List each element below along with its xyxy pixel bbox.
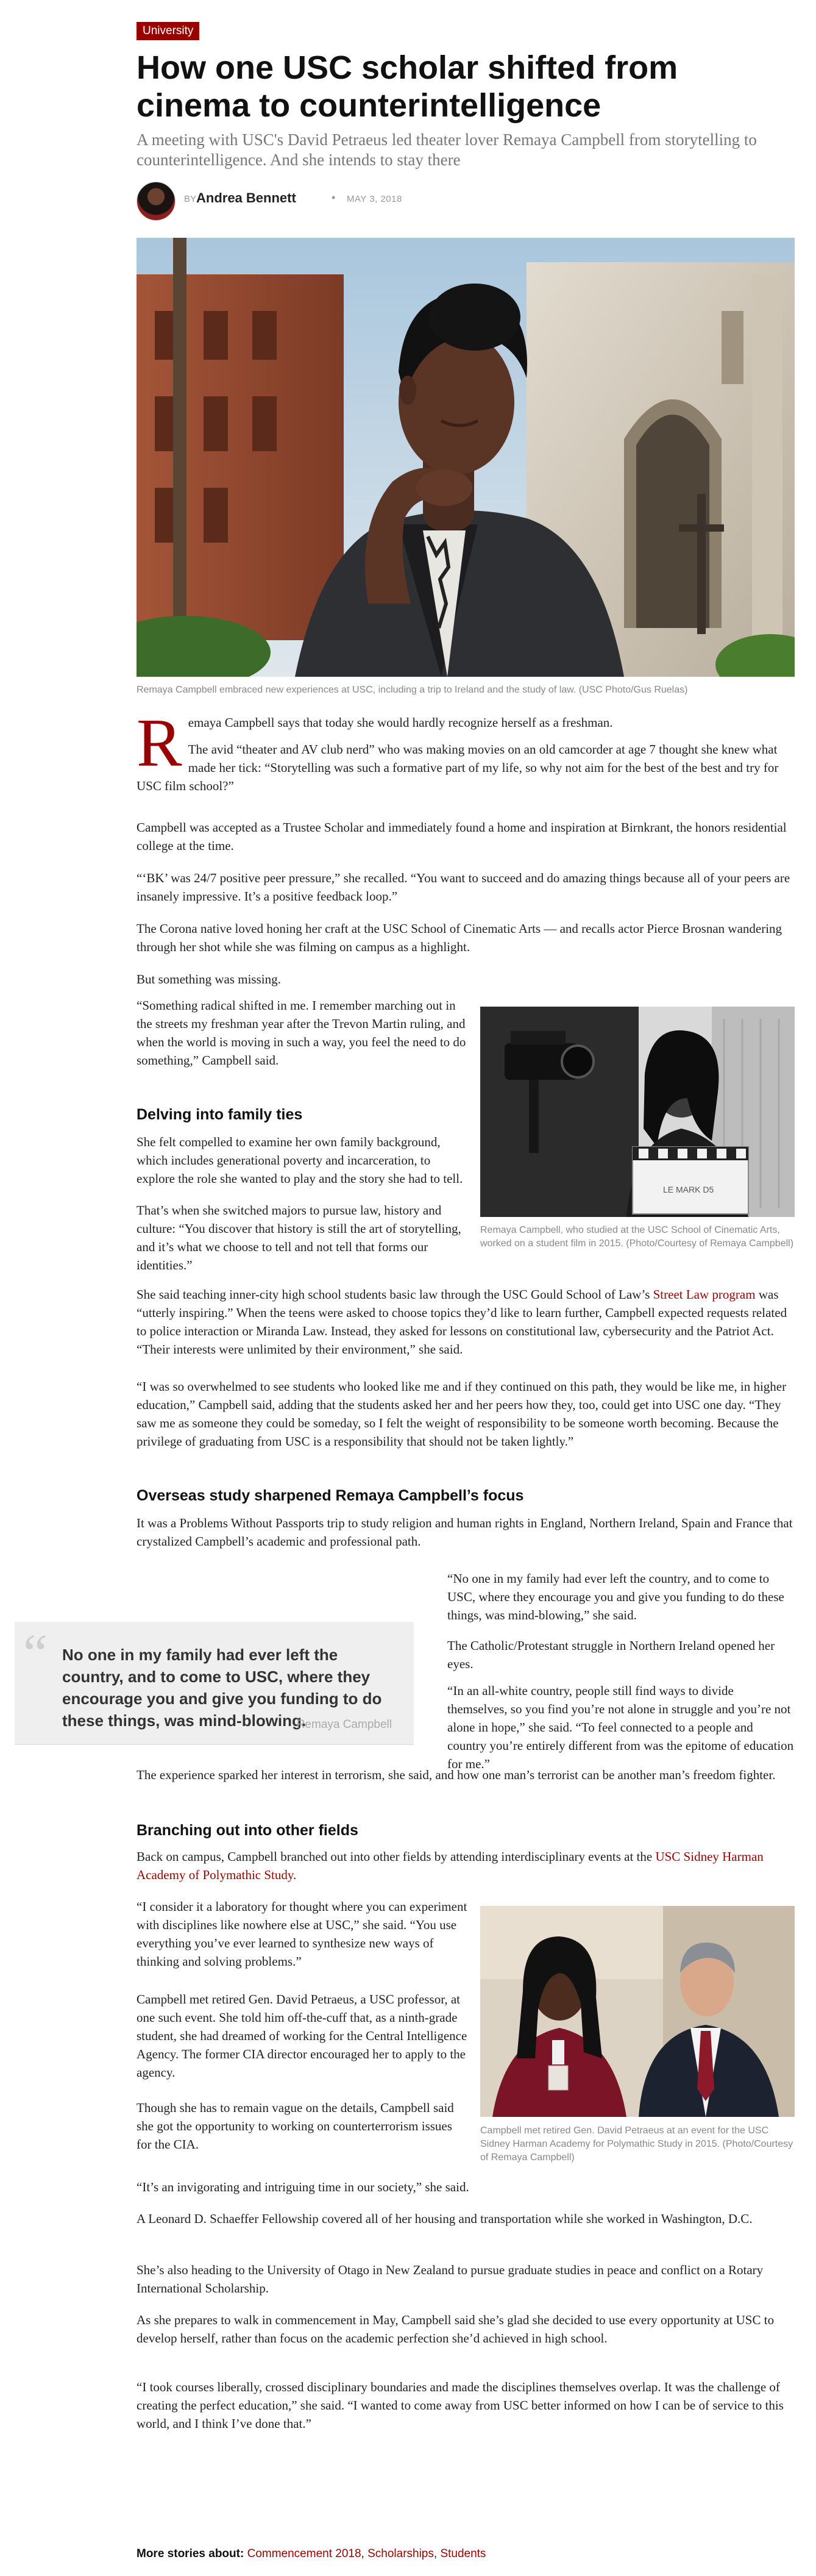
student-film-caption: Remaya Campbell, who studied at the USC School of Cinematic Arts, worked on a student film in 2015. (Photo/Courtesy of Remaya Campbell) (480, 1225, 794, 1249)
paragraph-17-text-a: Back on campus, Campbell branched out into other fields by attending interdisciplinary events at the (137, 1849, 656, 1864)
article-paragraph-20: Though she has to remain vague on the details, Campbell said she got the opportunity to working on counterterrorism issues for the CIA. (137, 2100, 454, 2152)
paragraph-10-text-b: was “utterly inspiring.” When the teens were asked to choose topics they’d like to learn further, Campbell expected requests related to police interaction or Miranda Law. Instead, they asked for lessons on constitutional law, cybersecurity and the Patriot Act. “Their interests were unlimited by their environment,” she said. (137, 1287, 787, 1357)
more-stories (137, 2547, 486, 2561)
article-paragraph-7: “Something radical shifted in me. I remember marching out in the streets my freshman year after the Trevon Martin ruling, and when the world is moving in such a way, you feel the need to do something,” Campbell said. (137, 998, 466, 1068)
article-paragraph-8: She felt compelled to examine her own family background, which includes generational poverty and incarceration, to explore the role she wanted to play and the story she had to tell. (137, 1135, 463, 1186)
article-paragraph-19: Campbell met retired Gen. David Petraeus, a USC professor, at one such event. She told him off-the-cuff that, as a ninth-grade student, she had dreamed of working for the Central Intelligence Agency. The former CIA director encouraged her to apply to the agency. (137, 1992, 467, 2080)
article-paragraph-13: “No one in my family had ever left the country, and to come to USC, where they encourage you and give you funding to do these things, was mind-blowing,” she said. (447, 1571, 784, 1622)
article-paragraph-17 (137, 1847, 795, 1884)
author-avatar[interactable] (137, 182, 176, 221)
article-paragraph-10 (137, 1285, 795, 1358)
student-film-illustration (480, 1007, 795, 1217)
article-paragraph-4: “‘BK’ was 24/7 positive peer pressure,” she recalled. “You want to succeed and do amazing things because all of your peers are insanely impressive. It’s a positive feedback loop.” (137, 871, 790, 904)
category-badge[interactable]: University (137, 22, 199, 40)
byline (137, 182, 795, 221)
tag-students[interactable]: Students (440, 2547, 486, 2560)
student-film-photo (480, 1007, 795, 1217)
more-stories-label: More stories about: (137, 2547, 244, 2560)
article-paragraph-24: As she prepares to walk in commencement in May, Campbell said she’s glad she decided to use every opportunity at USC to develop herself, rather than focus on the academic perfection she’d achieved in high school. (137, 2313, 775, 2346)
heading-branching-out: Branching out into other fields (137, 1822, 358, 1839)
drop-cap: R (137, 705, 182, 781)
tag-commencement-2018[interactable]: Commencement 2018 (247, 2547, 361, 2560)
article-paragraph-5: The Corona native loved honing her craft at the USC School of Cinematic Arts — and recalls actor Pierce Brosnan wandering through her shot while she was filming on campus as a highlight. (137, 921, 782, 954)
article-paragraph-22: A Leonard D. Schaeffer Fellowship covered all of her housing and transportation while she worked in Washington, D.C. (137, 2211, 753, 2226)
tag-separator: , (433, 2547, 441, 2560)
pull-quote-author: Remaya Campbell (296, 1718, 392, 1731)
harman-academy-link[interactable]: USC Sidney Harman Academy of Polymathic Study (137, 1849, 764, 1882)
article-paragraph-25: “I took courses liberally, crossed disciplinary boundaries and made the disciplines themselves overlap. It was the challenge of creating the perfect education,” she said. “I wanted to come away from USC better informed on how I can be of service to this world, and I think I’ve done that.” (137, 2380, 784, 2431)
article-paragraph-11: “I was so overwhelmed to see students who looked like me and if they continued on this path, they would be like me, in higher education,” Campbell said, adding that the students asked her and her peers how they, too, could get into USC one day. “They saw me as someone they could be someday, so I felt the weight of responsibility to be someone worth becoming. Because the privilege of graduating from USC is a responsibility that should not be taken lightly.” (137, 1379, 787, 1449)
byline-prefix: BY (184, 194, 197, 204)
street-law-program-link[interactable]: Street Law program (653, 1287, 756, 1302)
hero-photo-caption: Remaya Campbell embraced new experiences at USC, including a trip to Ireland and the study of law. (USC Photo/Gus Ruelas) (137, 685, 688, 695)
article-subhead: A meeting with USC's David Petraeus led theater lover Remaya Campbell from storytelling to counterintelligence. And she intends to stay there (137, 130, 757, 169)
quote-mark-icon: “ (23, 1624, 48, 1684)
hero-photo-illustration (137, 238, 795, 677)
petraeus-photo-illustration (480, 1906, 795, 2117)
article-paragraph-23: She’s also heading to the University of Otago in New Zealand to pursue graduate studies in peace and conflict on a Rotary International Scholarship. (137, 2263, 764, 2296)
article-headline: How one USC scholar shifted from cinema to counterintelligence (137, 49, 678, 124)
article-paragraph-14: The Catholic/Protestant struggle in Northern Ireland opened her eyes. (447, 1638, 775, 1671)
article-paragraph-9: That’s when she switched majors to pursue law, history and culture: “You discover that history is still the art of storytelling, and it’s what we choose to tell and not tell that forms our identities.” (137, 1203, 461, 1272)
article-paragraph-18: “I consider it a laboratory for thought where you can experiment with disciplines like nowhere else at USC,” she said. “You use everything you’ve ever learned to synthesize new ways of thinking and solving problems.” (137, 1899, 467, 1969)
petraeus-photo-caption: Campbell met retired Gen. David Petraeus at an event for the USC Sidney Harman Academy for Polymathic Study in 2015. (Photo/Courtesy of Remaya Campbell) (480, 2125, 793, 2163)
paragraph-2-text: The avid “theater and AV club nerd” who was making movies on an old camcorder at age 7 thought she knew what made her tick: “Storytelling was such a formative part of my life, so why not aim for the best of the best and try for USC film school?” (137, 742, 779, 793)
tag-scholarships[interactable]: Scholarships (367, 2547, 434, 2560)
paragraph-10-text-a: She said teaching inner-city high school students basic law through the USC Gould School of Law’s (137, 1287, 653, 1302)
heading-overseas-study: Overseas study sharpened Remaya Campbell’s focus (137, 1487, 524, 1504)
article-paragraph-15 (137, 1682, 795, 1773)
pull-quote-text: No one in my family had ever left the country, and to come to USC, where they encourage you and give you funding to do these things, was mind-blowing. (62, 1646, 382, 1730)
heading-family-ties: Delving into family ties (137, 1106, 303, 1123)
byline-separator: • (332, 191, 336, 204)
article-paragraph-16: The experience sparked her interest in terrorism, she said, and how one man’s terrorist can be another man’s freedom fighter. (137, 1768, 776, 1782)
paragraph-1-text: emaya Campbell says that today she would hardly recognize herself as a freshman. (188, 715, 613, 730)
author-name-link[interactable]: Andrea Bennett (196, 190, 296, 205)
article-paragraph-21: “It’s an invigorating and intriguing time in our society,” she said. (137, 2180, 469, 2194)
article-paragraph-3: Campbell was accepted as a Trustee Scholar and immediately found a home and inspiration at Birnkrant, the honors residential college at the time. (137, 820, 787, 853)
article-paragraph-12: It was a Problems Without Passports trip to study religion and human rights in England, Northern Ireland, Spain and France that crystalized Campbell’s academic and professional path. (137, 1516, 793, 1549)
tag-separator: , (361, 2547, 368, 2560)
article-paragraph-6: But something was missing. (137, 972, 281, 987)
clapper-text: LE MARK D5 (663, 1185, 714, 1194)
hero-photo (137, 238, 795, 677)
article-paragraph-1 (137, 705, 795, 795)
paragraph-15-text: “In an all-white country, people still find ways to divide themselves, so you find you’re not alone in struggle and you’re not alone in hope,” she said. “To feel connected to a people and country you’re entirely different from was the epitome of education for me.” (447, 1683, 794, 1771)
publish-date: MAY 3, 2018 (347, 194, 402, 204)
petraeus-photo (480, 1906, 795, 2117)
paragraph-17-text-b: . (293, 1868, 297, 1882)
